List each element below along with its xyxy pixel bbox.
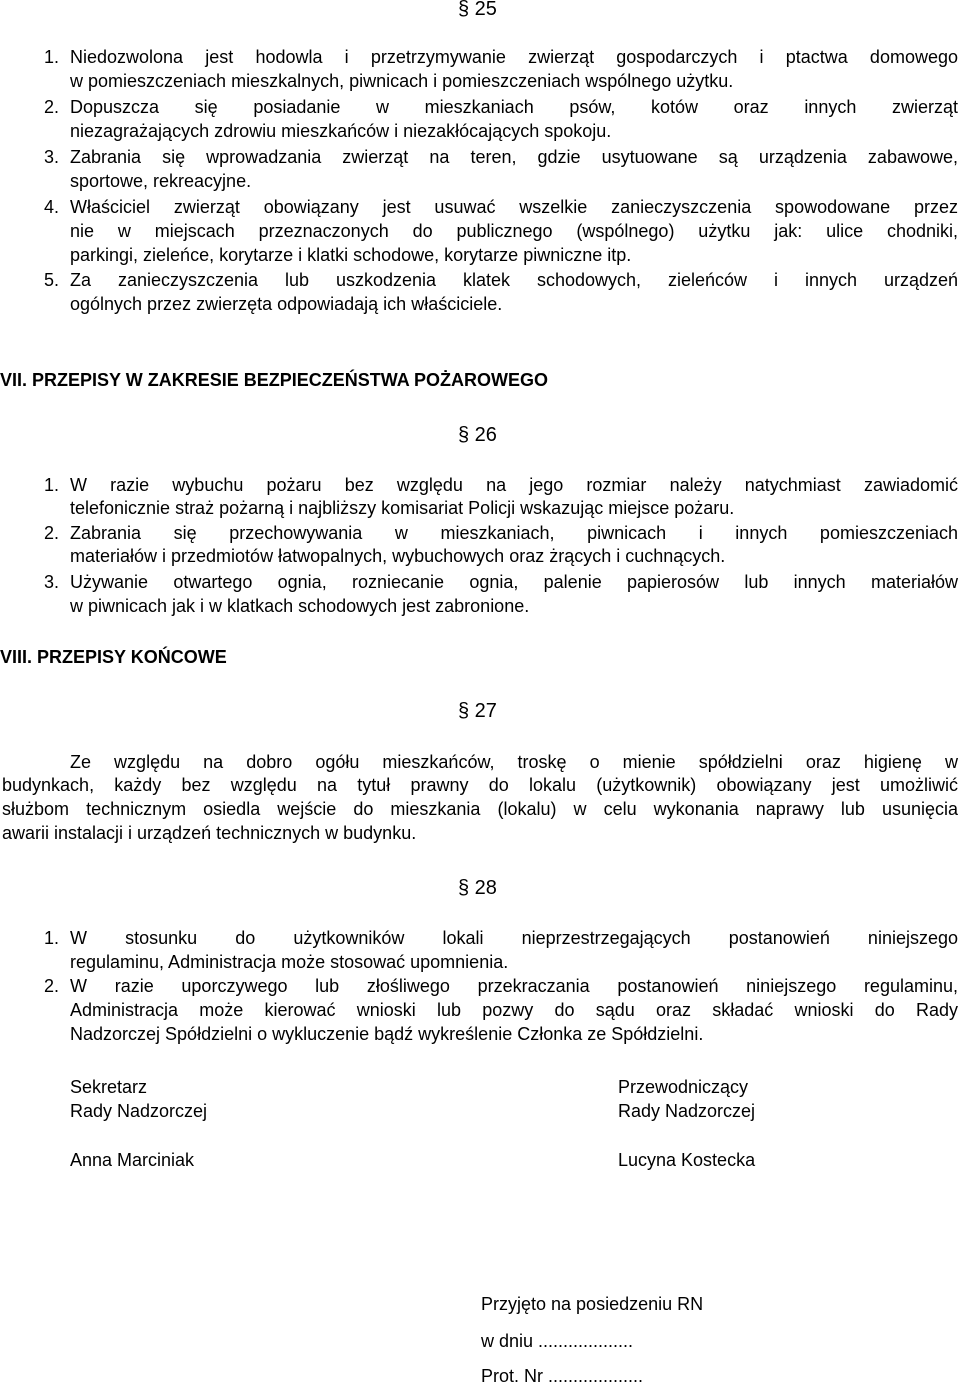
- para-28-item-1-line-2: regulaminu, Administracja może stosować upomnienia.: [70, 952, 509, 972]
- adoption-line-3: Prot. Nr ...................: [481, 1366, 644, 1386]
- para-26-item-1-number: 1.: [44, 475, 60, 495]
- para-25-item-1-line-2: w pomieszczeniach mieszkalnych, piwnicach i pomieszczeniach wspólnego użytku.: [70, 71, 734, 91]
- para-27-number: § 27: [458, 700, 497, 722]
- para-26-item-2-line-2: materiałów i przedmiotów łatwopalnych, wybuchowych oraz żrących i cuchnących.: [70, 546, 726, 566]
- para-25-item-2-line-1: Dopuszcza się posiadanie w mieszkaniach psów, kotów oraz innych zwierząt: [70, 97, 958, 117]
- para-25-item-3-number: 3.: [44, 147, 60, 167]
- para-28-item-2-line-3: Nadzorczej Spółdzielni o wykluczenie bądź wykreślenie Członka ze Spółdzielni.: [70, 1024, 704, 1044]
- para-25-item-4-number: 4.: [44, 197, 60, 217]
- para-26-item-3-line-2: w piwnicach jak i w klatkach schodowych jest zabronione.: [70, 596, 530, 616]
- para-25-item-5-line-2: ogólnych przez zwierzęta odpowiadają ich właściciele.: [70, 294, 503, 314]
- para-27-line-1: Ze względu na dobro ogółu mieszkańców, troskę o mienie spółdzielni oraz higienę w: [70, 752, 958, 772]
- adoption-line-1: Przyjęto na posiedzeniu RN: [481, 1294, 704, 1314]
- signature-left-role: Sekretarz: [70, 1077, 148, 1097]
- section-8-heading: VIII. PRZEPISY KOŃCOWE: [0, 647, 227, 667]
- signature-right-role: Przewodniczący: [618, 1077, 749, 1097]
- para-28-item-1-line-1: W stosunku do użytkowników lokali nieprzestrzegających postanowień niniejszego: [70, 928, 958, 948]
- para-25-item-5-line-1: Za zanieczyszczenia lub uszkodzenia klatek schodowych, zieleńców i innych urządzeń: [70, 270, 958, 290]
- para-28-item-2-line-2: Administracja może kierować wnioski lub pozwy do sądu oraz składać wnioski do Rady: [70, 1000, 958, 1020]
- para-25-item-4-line-3: parkingi, zieleńce, korytarze i klatki schodowe, korytarze piwniczne itp.: [70, 245, 632, 265]
- para-25-item-2-line-2: niezagrażających zdrowiu mieszkańców i niezakłócających spokoju.: [70, 121, 612, 141]
- para-28-number: § 28: [458, 877, 497, 899]
- para-26-item-3-line-1: Używanie otwartego ognia, rozniecanie ognia, palenie papierosów lub innych materiałów: [70, 572, 958, 592]
- para-25-item-1-line-1: Niedozwolona jest hodowla i przetrzymywanie zwierząt gospodarczych i ptactwa domowego: [70, 47, 958, 67]
- signature-right-body: Rady Nadzorczej: [618, 1101, 756, 1121]
- para-25-item-2-number: 2.: [44, 97, 60, 117]
- para-26-number: § 26: [458, 424, 497, 446]
- para-25-item-1-number: 1.: [44, 47, 60, 67]
- para-26-item-2-number: 2.: [44, 523, 60, 543]
- para-26-item-3-number: 3.: [44, 572, 60, 592]
- para-27-line-2: budynkach, każdy bez względu na tytuł prawny do lokalu (użytkownik) obowiązany jest umożliwić: [2, 775, 958, 795]
- para-25-number: § 25: [458, 0, 497, 20]
- para-28-item-1-number: 1.: [44, 928, 60, 948]
- adoption-line-2: w dniu ...................: [481, 1331, 634, 1351]
- para-28-item-2-line-1: W razie uporczywego lub złośliwego przekraczania postanowień niniejszego regulaminu,: [70, 976, 958, 996]
- para-27-line-4: awarii instalacji i urządzeń technicznych w budynku.: [2, 823, 417, 843]
- para-27-line-3: służbom technicznym osiedla wejście do mieszkania (lokalu) w celu wykonania naprawy lub usunięcia: [2, 799, 958, 819]
- para-26-item-2-line-1: Zabrania się przechowywania w mieszkaniach, piwnicach i innych pomieszczeniach: [70, 523, 958, 543]
- para-25-item-3-line-1: Zabrania się wprowadzania zwierząt na teren, gdzie usytuowane są urządzenia zabawowe,: [70, 147, 958, 167]
- section-7-heading: VII. PRZEPISY W ZAKRESIE BEZPIECZEŃSTWA POŻAROWEGO: [0, 370, 549, 390]
- para-25-item-4-line-1: Właściciel zwierząt obowiązany jest usuwać wszelkie zanieczyszczenia spowodowane przez: [70, 197, 958, 217]
- signature-left-body: Rady Nadzorczej: [70, 1101, 208, 1121]
- para-25-item-3-line-2: sportowe, rekreacyjne.: [70, 171, 252, 191]
- para-26-item-1-line-1: W razie wybuchu pożaru bez względu na jego rozmiar należy natychmiast zawiadomić: [70, 475, 958, 495]
- para-26-item-1-line-2: telefonicznie straż pożarną i najbliższy komisariat Policji wskazując miejsce pożaru.: [70, 498, 735, 518]
- para-25-item-5-number: 5.: [44, 270, 60, 290]
- para-25-item-4-line-2: nie w miejscach przeznaczonych do publicznego (wspólnego) użytku jak: ulice chodniki,: [70, 221, 958, 241]
- signature-left-name: Anna Marciniak: [70, 1150, 195, 1170]
- signature-right-name: Lucyna Kostecka: [618, 1150, 756, 1170]
- para-28-item-2-number: 2.: [44, 976, 60, 996]
